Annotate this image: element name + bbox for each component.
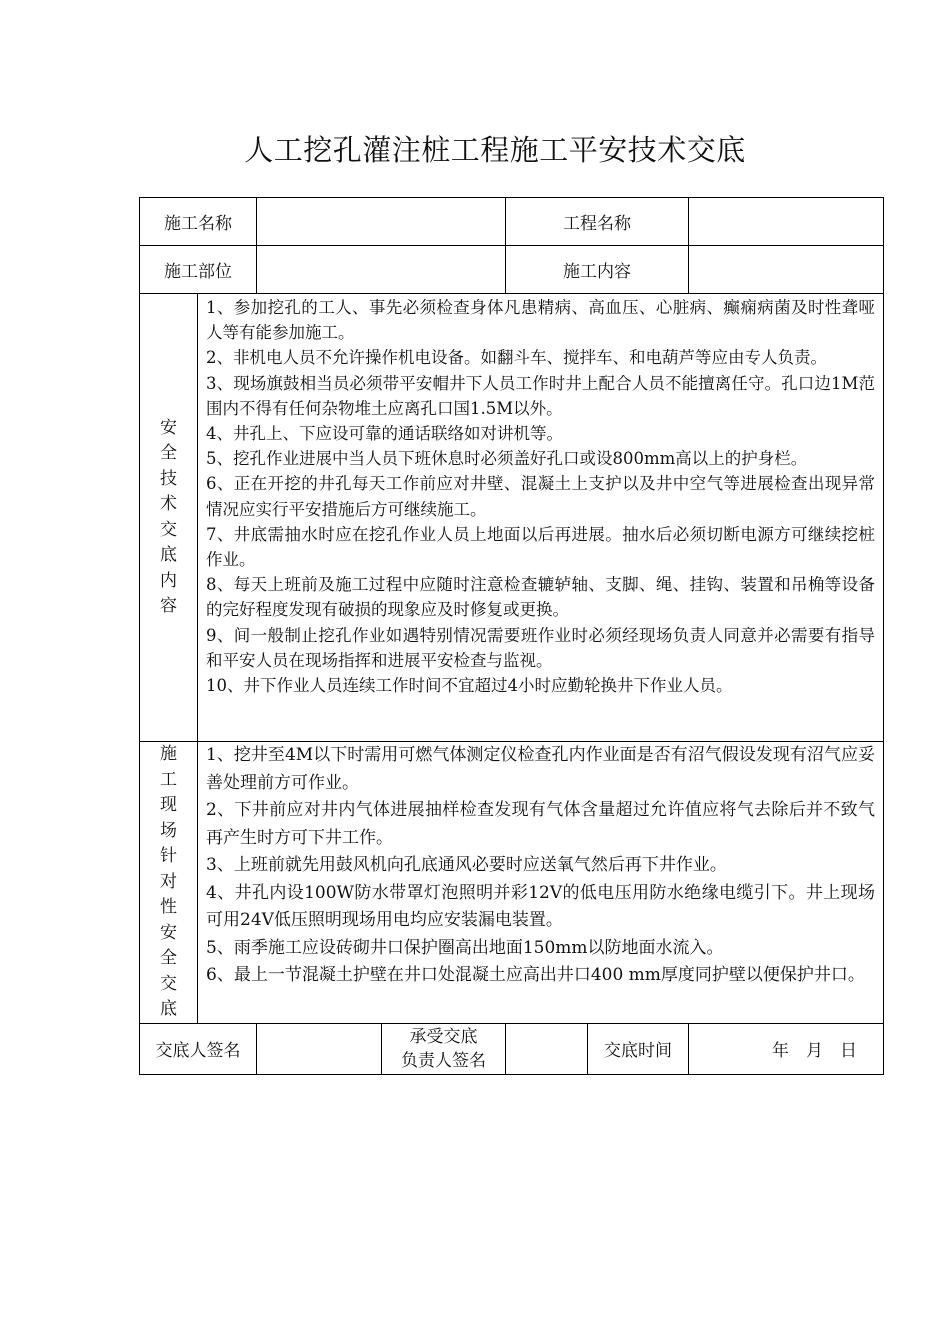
construction-name-label: 施工名称 bbox=[140, 198, 257, 246]
safety-item: 1、参加挖孔的工人、事先必须检查身体凡患精病、高血压、心脏病、癫痫病菌及时性聋哑人等有能参加施工。 bbox=[206, 298, 876, 343]
site-items-cell bbox=[198, 742, 884, 1024]
safety-item: 9、间一般制止挖孔作业如遇特别情况需要班作业时必须经现场负责人同意并必需要有指导和平安人员在现场指挥和进展平安检查与监视。 bbox=[206, 625, 876, 670]
safety-item: 4、井孔上、下应设可靠的通话联络如对讲机等。 bbox=[206, 424, 563, 444]
safety-label-char: 全 bbox=[160, 443, 177, 463]
site-label-char: 安 bbox=[160, 922, 177, 943]
site-section-label bbox=[140, 742, 198, 1024]
site-label-char: 对 bbox=[160, 871, 177, 892]
site-item: 6、最上一节混凝土护壁在井口处混凝土应高出井口400 mm厚度同护壁以便保护井口。 bbox=[206, 965, 865, 985]
safety-label-char: 技 bbox=[160, 468, 177, 489]
construction-part-field[interactable] bbox=[257, 246, 506, 294]
receiver-signature-field[interactable] bbox=[506, 1023, 588, 1074]
header-row-2 bbox=[140, 246, 884, 294]
receiver-label-line: 承受交底 bbox=[409, 1026, 478, 1047]
safety-item: 3、现场旗鼓相当员必须带平安帽井下人员工作时井上配合人员不能擅离任守。孔口边1M范围内不得有任何杂物堆土应离孔口国1.5M以外。 bbox=[206, 373, 876, 418]
disclosure-form-table bbox=[139, 197, 884, 1075]
receiver-label-line: 负责人签名 bbox=[401, 1050, 486, 1071]
receiver-signature-label bbox=[382, 1023, 506, 1074]
project-name-label: 工程名称 bbox=[506, 198, 689, 246]
document-title: 人工挖孔灌注桩工程施工平安技术交底 bbox=[244, 133, 746, 167]
construction-content-field[interactable] bbox=[689, 246, 884, 294]
site-label-char: 针 bbox=[160, 846, 177, 866]
site-label-char: 现 bbox=[160, 795, 177, 815]
safety-item: 8、每天上班前及施工过程中应随时注意检查辘轳轴、支脚、绳、挂钩、装置和吊桷等设备的完好程度发现有破损的现象应及时修复或更换。 bbox=[206, 575, 876, 620]
safety-items-cell bbox=[198, 294, 884, 742]
safety-label-char: 术 bbox=[160, 494, 177, 514]
safety-section-row bbox=[140, 294, 884, 742]
construction-content-label: 施工内容 bbox=[506, 246, 689, 294]
safety-label-char: 内 bbox=[160, 570, 177, 591]
site-label-char: 场 bbox=[160, 820, 177, 841]
discloser-signature-field[interactable] bbox=[257, 1023, 382, 1074]
discloser-signature-label: 交底人签名 bbox=[140, 1023, 257, 1074]
site-label-char: 施 bbox=[160, 744, 177, 764]
site-item: 3、上班前就先用鼓风机向孔底通风必要时应送氧气然后再下井作业。 bbox=[206, 855, 727, 875]
site-item: 5、雨季施工应设砖砌井口保护圈高出地面150mm以防地面水流入。 bbox=[206, 937, 724, 958]
safety-item: 7、井底需抽水时应在挖孔作业人员上地面以后再进展。抽水后必须切断电源方可继续挖桩作业。 bbox=[206, 524, 876, 570]
construction-name-field[interactable] bbox=[257, 198, 506, 246]
site-label-char: 全 bbox=[160, 948, 177, 968]
safety-item: 6、正在开挖的井孔每天工作前应对井壁、混凝土上支护以及井中空气等进展检查出现异常情况应实行平安措施后方可继续施工。 bbox=[206, 474, 876, 519]
disclosure-time-label: 交底时间 bbox=[588, 1023, 689, 1074]
safety-section-label bbox=[140, 294, 198, 742]
site-label-char: 性 bbox=[160, 897, 177, 917]
site-label-char: 底 bbox=[160, 999, 177, 1019]
safety-label-char: 交 bbox=[160, 519, 177, 540]
site-label-char: 交 bbox=[160, 973, 177, 994]
safety-label-char: 容 bbox=[160, 596, 177, 616]
site-item: 4、井孔内设100W防水带罩灯泡照明并彩12V的低电压用防水绝缘电缆引下。井上现场可用24V低压照明现场用电均应安装漏电装置。 bbox=[206, 882, 876, 930]
safety-item: 5、挖孔作业进展中当人员下班休息时必须盖好孔口或设800mm高以上的护身栏。 bbox=[206, 449, 808, 469]
site-section-row bbox=[140, 742, 884, 1024]
safety-label-char: 安 bbox=[160, 417, 177, 438]
safety-item: 2、非机电人员不允许操作机电设备。如翻斗车、搅拌车、和电葫芦等应由专人负责。 bbox=[206, 348, 827, 368]
construction-part-label: 施工部位 bbox=[140, 246, 257, 294]
project-name-field[interactable] bbox=[689, 198, 884, 246]
disclosure-date-field[interactable]: 年 月 日 bbox=[689, 1023, 884, 1074]
site-item: 1、挖井至4M以下时需用可燃气体测定仪检查孔内作业面是否有沼气假设发现有沼气应妥善处理前方可作业。 bbox=[206, 745, 876, 793]
site-item: 2、下井前应对井内气体进展抽样检查发现有气体含量超过允许值应将气去除后并不致气再产生时方可下井工作。 bbox=[206, 800, 876, 848]
signature-row bbox=[140, 1023, 884, 1074]
safety-item: 10、井下作业人员连续工作时间不宜超过4小时应勤轮换井下作业人员。 bbox=[206, 676, 733, 696]
safety-label-char: 底 bbox=[160, 545, 177, 565]
site-label-char: 工 bbox=[160, 769, 177, 790]
header-row-1 bbox=[140, 198, 884, 246]
